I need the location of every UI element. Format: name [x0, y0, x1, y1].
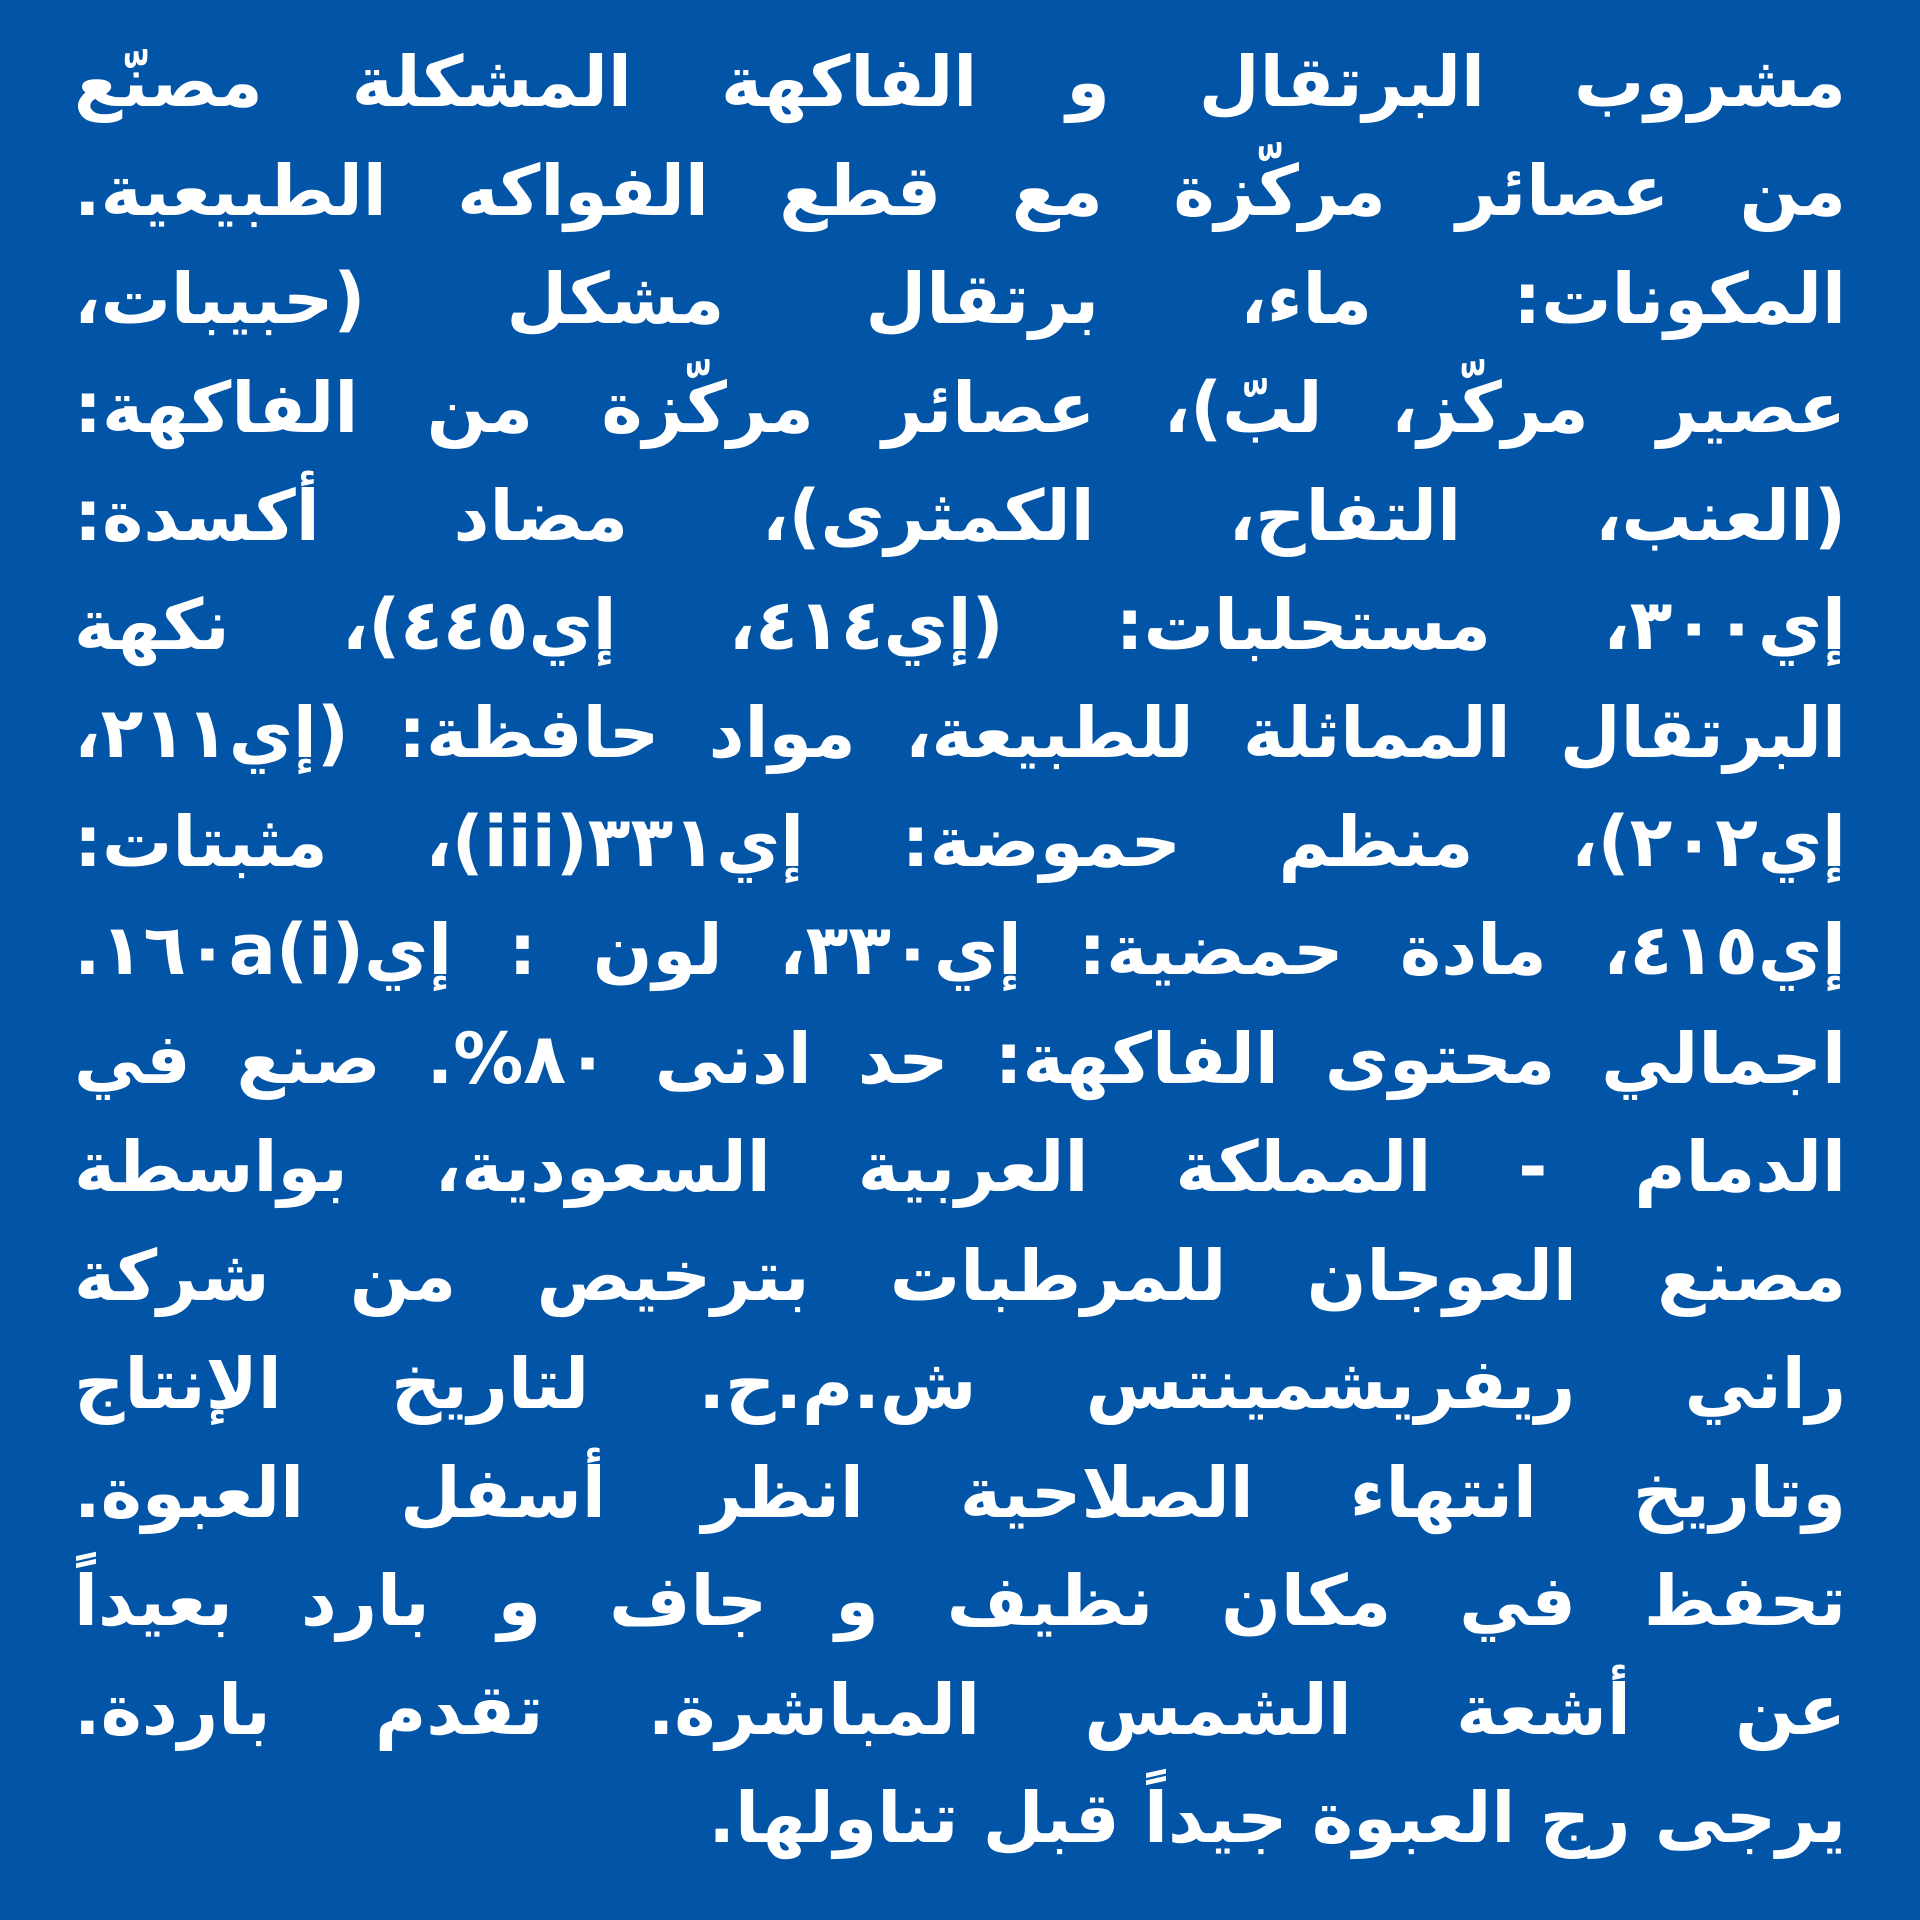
label-text-line-7: البرتقال المماثلة للطبيعة، مواد حافظة: (إي٢١١،: [74, 692, 1846, 774]
label-text-line-1: مشروب البرتقال و الفاكهة المشكلة مصنّع: [74, 41, 1846, 123]
label-text-line-9: إي٤١٥، مادة حمضية: إي٣٣٠، لون : إي١٦٠a(i).: [74, 909, 1846, 991]
label-text-line-2: من عصائر مركّزة مع قطع الفواكه الطبيعية.: [74, 149, 1846, 232]
label-text-line-17: يرجى رج العبوة جيداً قبل تناولها.: [708, 1777, 1846, 1859]
label-text-line-16: عن أشعة الشمس المباشرة. تقدم باردة.: [74, 1668, 1846, 1751]
label-text-line-13: راني ريفريشمينتس ش.م.ح. لتاريخ الإنتاج: [74, 1343, 1846, 1425]
label-text-line-11: الدمام - المملكة العربية السعودية، بواسطة: [74, 1126, 1846, 1208]
label-text-line-15: تحفظ في مكان نظيف و جاف و بارد بعيداً: [74, 1560, 1846, 1642]
ingredients-text-block: [74, 28, 1846, 1873]
label-text-line-10: اجمالي محتوى الفاكهة: حد ادنى ٨٠%. صنع في: [74, 1017, 1846, 1100]
label-text-line-8: إي٢٠٢)، منظم حموضة: إي٣٣١(iii)، مثبتات:: [74, 800, 1846, 883]
label-text-line-12: مصنع العوجان للمرطبات بترخيص من شركة: [74, 1234, 1846, 1317]
label-text-line-5: (العنب، التفاح، الكمثرى)، مضاد أكسدة:: [74, 475, 1846, 557]
label-text-line-14: وتاريخ انتهاء الصلاحية انظر أسفل العبوة.: [74, 1451, 1846, 1534]
label-text-line-6: إي٣٠٠، مستحلبات: (إي٤١٤، إي٤٤٥)، نكهة: [74, 583, 1846, 666]
label-text-line-3: المكونات: ماء، برتقال مشكل (حبيبات،: [74, 258, 1846, 340]
label-text-line-4: عصير مركّز، لبّ)، عصائر مركّزة من الفاكهة:: [74, 366, 1846, 449]
